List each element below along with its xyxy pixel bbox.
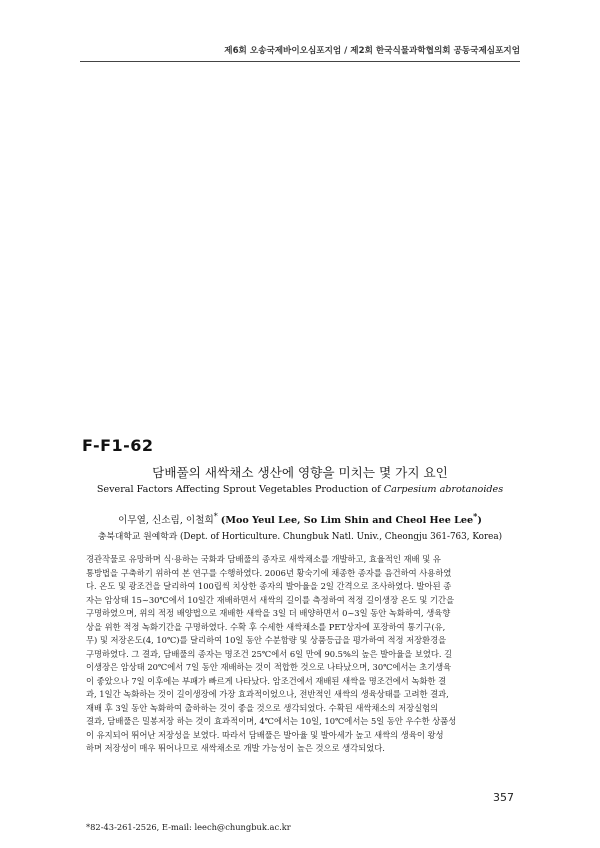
authors-korean: 이무열, 신소림, 이철희: [118, 515, 214, 527]
page-number: 357: [493, 791, 514, 804]
corresponding-mark-en: *: [473, 511, 478, 521]
contact-info: *82-43-261-2526, E-mail: leech@chungbuk.ac.kr: [86, 822, 291, 832]
body-line: 과, 1일간 녹화하는 것이 길이생장에 가장 효과적이었으나, 전반적인 새싹의 생육상태를 고려한 결과,: [86, 689, 449, 699]
authors-english: (Moo Yeul Lee, So Lim Shin and Cheol Hee Lee*): [220, 511, 482, 527]
body-line: 이 유지되어 뛰어난 저장성을 보였다. 따라서 담배풀은 발아율 및 발아세가 높고 새싹의 생육이 왕성: [86, 729, 444, 740]
body-line: 이 좋았으나 7일 이후에는 부패가 빠르게 나타났다. 암조건에서 재배된 새싹을 명조건에서 녹화한 결: [86, 675, 447, 686]
body-line: 통방법을 구축하기 위하여 본 연구를 수행하였다. 2006년 황숙기에 채종한 종자를 음건하여 사용하였: [86, 567, 452, 578]
abstract-body: [86, 553, 516, 756]
body-line: 자는 암상태 15~30℃에서 10일간 재배하면서 새싹의 길이를 측정하여 적정 길이생장 온도 및 기간을: [86, 594, 455, 605]
body-line: 재배 후 3일 동안 녹화하여 출하하는 것이 좋을 것으로 생각되었다. 수확된 새싹채소의 저장실험의: [86, 702, 439, 713]
body-line: 결과, 담배풀은 밀봉저장 하는 것이 효과적이며, 4℃에서는 10일, 10℃에서는 5일 동안 우수한 상품성: [86, 716, 457, 726]
body-line: 하며 저장성이 매우 뛰어나므로 새싹채소로 개발 가능성이 높은 것으로 생각되었다.: [86, 743, 385, 753]
body-line: 이생장은 암상태 20℃에서 7일 동안 재배하는 것이 적합한 것으로 나타났으며, 30℃에서는 초기생육: [86, 662, 452, 672]
body-line: 경관작물로 유망하며 식·용하는 국화과 담배풀의 종자로 새싹채소를 개발하고, 효율적인 재배 및 유: [86, 554, 441, 564]
abstract-id: F-F1-62: [82, 436, 154, 455]
corresponding-mark: *: [213, 512, 218, 521]
title-english-prefix: Several Factors Affecting Sprout Vegetables Production of: [96, 484, 384, 495]
body-line: 구명하였으며, 위의 적정 배양법으로 재배한 새싹을 3일 더 배양하면서 0~3일 동안 녹화하여, 생육향: [86, 608, 451, 618]
title-english: [80, 484, 520, 495]
header-rule: [80, 61, 520, 62]
running-header: 제6회 오송국제바이오심포지엄 / 제2회 한국식물과학협의회 공동국제심포지엄: [224, 46, 520, 56]
body-line: 상을 위한 적정 녹화기간을 구명하였다. 수확 후 수세한 새싹채소를 PET상자에 포장하여 통기구(유,: [86, 621, 446, 632]
body-line: 무) 및 저장온도(4, 10℃)를 달리하여 10일 동안 수분함량 및 상품등급을 평가하여 적정 저장환경을: [86, 635, 447, 645]
body-line: 다. 온도 및 광조건을 달리하여 100립씩 치상한 종자의 발아율을 2일 간격으로 조사하였다. 발아된 종: [86, 581, 452, 591]
title-korean: 담배풀의 새싹채소 생산에 영향을 미치는 몇 가지 요인: [152, 465, 448, 480]
affiliation: 충북대학교 원예학과 (Dept. of Horticulture. Chungbuk Natl. Univ., Cheongju 361-763, Korea): [97, 532, 503, 542]
authors: [80, 511, 520, 526]
species-name: Carpesium abrotanoides: [383, 484, 504, 495]
body-line: 구명하였다. 그 결과, 담배풀의 종자는 명조건 25℃에서 6일 만에 90.5%의 높은 발아율을 보였다. 길: [86, 648, 453, 659]
